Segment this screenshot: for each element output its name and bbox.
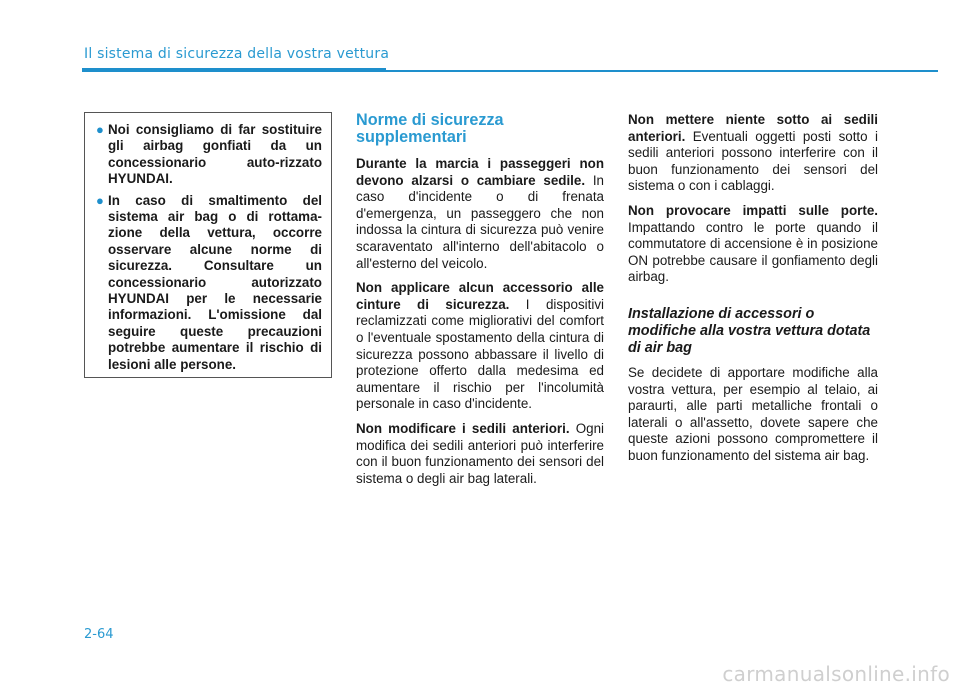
paragraph-lead: Durante la marcia i passeggeri non devono alzarsi o cambiare sedile. [356, 156, 604, 188]
paragraph-lead: Non applicare alcun accessorio alle cinture di sicurezza. [356, 280, 604, 312]
page-number: 2-64 [84, 627, 114, 642]
warning-item: ● In caso di smaltimento del sistema air bag o di rottama-zione della vettura, occorre osservare alcune norme di sicurezza. Consultare un concessionario autorizzato HYUNDAI per le necessarie informazioni. L'omissione dal seguire queste precauzioni potrebbe aumentare il rischio di lesioni alle persone. [96, 192, 322, 372]
bullet-icon: ● [96, 122, 104, 137]
paragraph [356, 280, 604, 413]
middle-column [356, 112, 604, 495]
warning-box [84, 112, 332, 378]
paragraph-text: In caso d'incidente o di frenata d'emergenza, un passeggero che non indossa la cintura di sicurezza può venire scaraventato all'interno dell'abitacolo o all'esterno del veicolo. [356, 172, 605, 271]
watermark: carmanualsonline.info [722, 662, 950, 686]
paragraph [628, 112, 878, 195]
section-title: Il sistema di sicurezza della vostra vettura [84, 46, 390, 62]
section-heading: Norme di sicurezza supplementari [356, 111, 504, 146]
right-column [628, 112, 878, 473]
warning-list [96, 122, 322, 373]
paragraph-text: Ogni modifica dei sedili anteriori può interferire con il buon funzionamento dei sensori del sistema o degli air bag laterali. [356, 420, 604, 486]
paragraph [356, 421, 604, 487]
warning-item: ● Noi consigliamo di far sostituire gli airbag gonfiati da un concessionario auto-rizzato HYUNDAI. [96, 122, 322, 187]
paragraph-text: Impattando contro le porte quando il commutatore di accensione è in posizione ON potrebbe causare il gonfiamento degli airbag. [628, 219, 878, 285]
header-rule-thick [82, 68, 386, 72]
header-rule-thin [386, 70, 938, 72]
subheading: Installazione di accessori o modifiche alla vostra vettura dotata di air bag [628, 305, 871, 356]
bullet-icon: ● [96, 192, 104, 208]
paragraph-lead: Non provocare impatti sulle porte. [628, 202, 878, 218]
paragraph [356, 156, 604, 272]
paragraph-text: Eventuali oggetti posti sotto i sedili anteriori possono interferire con il buon funzionamento dei sensori del sistema o con i cablaggi. [628, 128, 878, 194]
paragraph [628, 203, 878, 286]
paragraph [628, 365, 878, 465]
paragraph-text: I dispositivi reclamizzati come migliorativi del comfort o l'eventuale spostamento della cintura di sicurezza possono abbassare il livello di protezione offerto dalla medesima ed aumentare il rischio per l'incolumità personale in caso d'incidente. [356, 296, 604, 412]
paragraph-text: Se decidete di apportare modifiche alla vostra vettura, per esempio al telaio, ai paraurti, alle parti metalliche frontali o laterali o all'assetto, dovete sapere che queste azioni possono compromettere il buon funzionamento del sistema air bag. [628, 364, 878, 463]
paragraph-lead: Non mettere niente sotto ai sedili anteriori. [628, 112, 878, 144]
paragraph-lead: Non modificare i sedili anteriori. [356, 420, 570, 436]
